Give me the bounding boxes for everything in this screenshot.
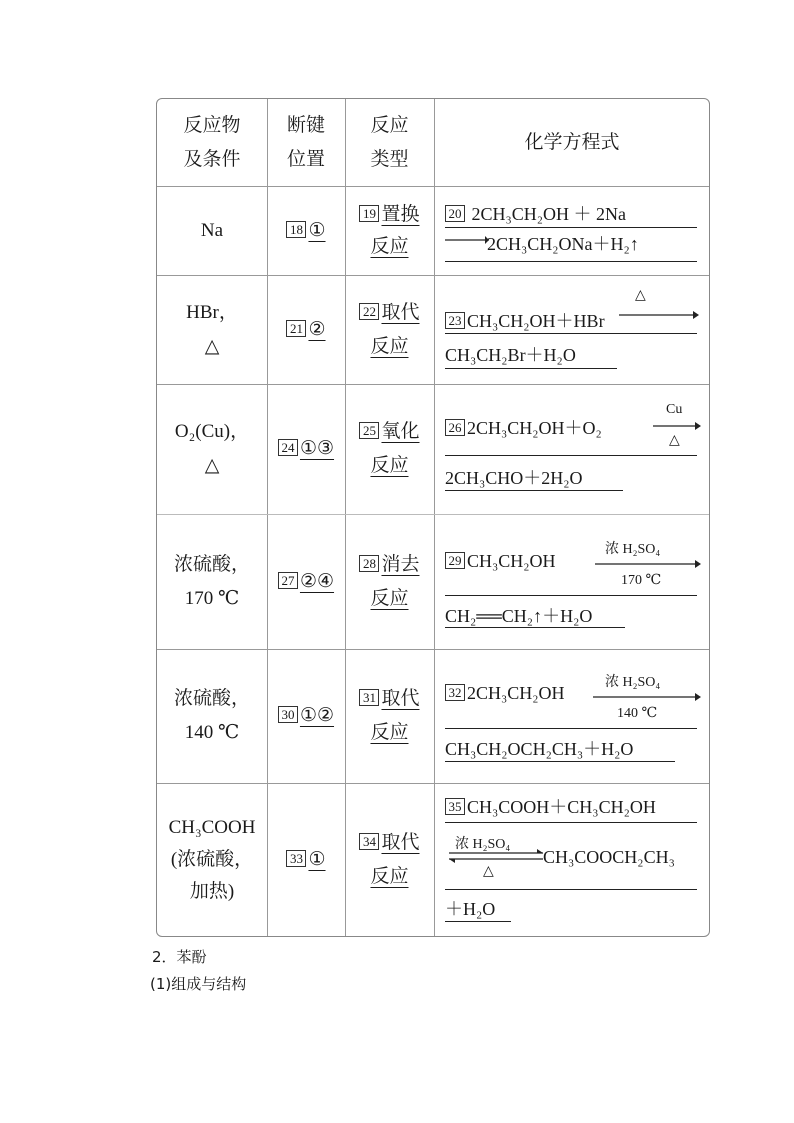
arrow-icon bbox=[653, 420, 701, 432]
row4-type: 28 消去 反应 bbox=[345, 514, 434, 649]
row2-type: 22 取代 反应 bbox=[345, 275, 434, 384]
header-bond: 断键 位置 bbox=[286, 114, 325, 170]
arrow-icon bbox=[595, 558, 701, 570]
subsection-heading: (1)组成与结构 bbox=[150, 975, 247, 993]
row6-reactant: CH₃COOH (浓硫酸， 加热) bbox=[168, 816, 256, 902]
row3-reactant: O₂(Cu)， △ bbox=[174, 421, 250, 476]
row1-type: 19 置换 反应 bbox=[345, 186, 434, 275]
row6-type: 34 取代 反应 bbox=[345, 783, 434, 936]
row2-reactant: HBr， △ bbox=[186, 301, 238, 357]
row2-equation: 23 CH₃CH₂OH＋HBr △ CH₃CH₂Br＋H₂O bbox=[435, 275, 705, 384]
reaction-table bbox=[156, 98, 710, 937]
row3-type: 25 氧化 反应 bbox=[345, 384, 434, 514]
reversible-arrow-icon bbox=[447, 849, 545, 863]
arrow-icon bbox=[593, 691, 701, 703]
row1-reactant: Na bbox=[200, 219, 224, 241]
row6-equation: 35 CH₃COOH＋CH₃CH₂OH 浓 H₂SO₄ △ CH₃COOCH₂CH₃ ＋H₂O bbox=[435, 783, 705, 936]
row1-bond: 18 ① bbox=[267, 186, 345, 275]
row4-equation: 浓 H₂SO₄ 29 CH₃CH₂OH 170 ℃ CH₂══CH₂↑＋H₂O bbox=[435, 514, 705, 649]
row1-equation: 20 2CH₃CH₂OH ＋ 2Na 2CH₃CH₂ONa＋H₂↑ bbox=[435, 186, 705, 275]
row4-bond: 27 ②④ bbox=[267, 514, 345, 649]
arrow-icon bbox=[619, 309, 699, 321]
row3-equation: Cu 26 2CH₃CH₂OH＋O₂ △ 2CH₃CHO＋2H₂O bbox=[435, 384, 705, 514]
row3-bond: 24 ①③ bbox=[267, 384, 345, 514]
header-type: 反应 类型 bbox=[370, 114, 409, 170]
row6-bond: 33 ① bbox=[267, 783, 345, 936]
section-heading: 2．苯酚 bbox=[152, 948, 207, 966]
row5-reactant: 浓硫酸， 140 ℃ bbox=[173, 688, 250, 743]
header-reactant: 反应物 及条件 bbox=[183, 114, 241, 170]
row5-equation: 浓 H₂SO₄ 32 2CH₃CH₂OH 140 ℃ CH₃CH₂OCH₂CH₃＋H₂O bbox=[435, 649, 705, 783]
header-equation: 化学方程式 bbox=[524, 131, 620, 153]
arrow-icon bbox=[445, 234, 489, 246]
row2-bond: 21 ② bbox=[267, 275, 345, 384]
row5-bond: 30 ①② bbox=[267, 649, 345, 783]
row5-type: 31 取代 反应 bbox=[345, 649, 434, 783]
row4-reactant: 浓硫酸， 170 ℃ bbox=[173, 553, 250, 609]
